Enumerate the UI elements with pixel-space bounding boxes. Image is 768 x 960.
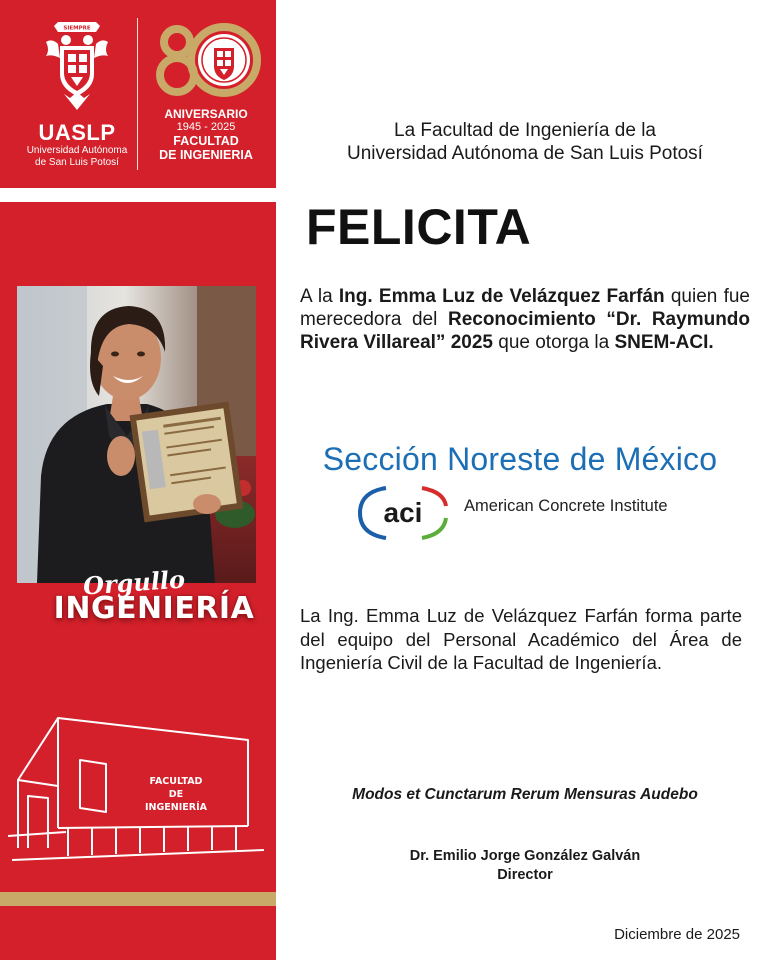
banner-white-gap (0, 188, 276, 202)
svg-text:SIEMPRE: SIEMPRE (63, 25, 91, 32)
building-sign-line1: FACULTAD (149, 776, 203, 787)
congrats-text-1: A la (300, 286, 339, 307)
congratulation-paragraph (300, 285, 750, 354)
awardee-photo (17, 286, 256, 583)
academic-staff-paragraph: La Ing. Emma Luz de Velázquez Farfán forma parte del equipo del Personal Académico del Área de Ingeniería Civil de la Facultad de Ingeniería. (300, 605, 742, 673)
aci-logo-text: aci (383, 497, 423, 528)
uaslp-subtitle-1: Universidad Autónoma (26, 145, 128, 156)
faculty-building-illustration (8, 700, 268, 870)
anniversary-years: 1945 - 2025 (176, 121, 236, 133)
aci-logo-icon (356, 484, 452, 542)
uaslp-name: UASLP (38, 120, 116, 145)
badge-script-text: Orgullo (82, 564, 186, 601)
heading-line-1: La Facultad de Ingeniería de la (394, 120, 656, 141)
congrats-text-3: que otorga la (492, 332, 615, 353)
anniversary-logo (144, 20, 268, 162)
building-sign-line2: DE (168, 789, 184, 800)
left-banner (0, 0, 276, 960)
anniversary-label: ANIVERSARIO (164, 107, 248, 121)
aci-institute-name: American Concrete Institute (464, 497, 668, 515)
gold-stripe (0, 892, 276, 906)
uaslp-logo (22, 20, 132, 169)
document-date: Diciembre de 2025 (614, 926, 740, 943)
faculty-heading (282, 119, 768, 165)
awardee-photo-image (17, 286, 256, 583)
anniversary-faculty-2: DE INGENIERIA (159, 148, 253, 162)
awardee-name: Ing. Emma Luz de Velázquez Farfán (338, 286, 665, 307)
felicita-title: FELICITA (306, 199, 532, 255)
uaslp-subtitle-2: de San Luis Potosí (35, 157, 119, 168)
anniversary-faculty-1: FACULTAD (173, 134, 239, 148)
congrats-text-2: quien fue merecedora del (300, 286, 750, 330)
university-motto: Modos et Cunctarum Rerum Mensuras Audebo (352, 786, 698, 803)
building-sign-line3: INGENIERÍA (145, 802, 207, 813)
signatory-name: Dr. Emilio Jorge González Galván (409, 848, 641, 864)
granting-org: SNEM-ACI. (614, 332, 714, 353)
eighty-anniversary-icon (151, 20, 261, 100)
badge-main-text: INGENIERÍA (53, 591, 255, 626)
uaslp-seal-icon (38, 20, 116, 112)
signatory-title: Director (497, 867, 553, 883)
seccion-noreste-title: Sección Noreste de México (322, 441, 718, 477)
orgullo-ingenieria-badge (44, 564, 264, 626)
header-divider (137, 18, 138, 170)
award-name: Reconocimiento “Dr. Raymundo Rivera Villareal” 2025 (300, 309, 751, 353)
heading-line-2: Universidad Autónoma de San Luis Potosí (347, 143, 703, 164)
